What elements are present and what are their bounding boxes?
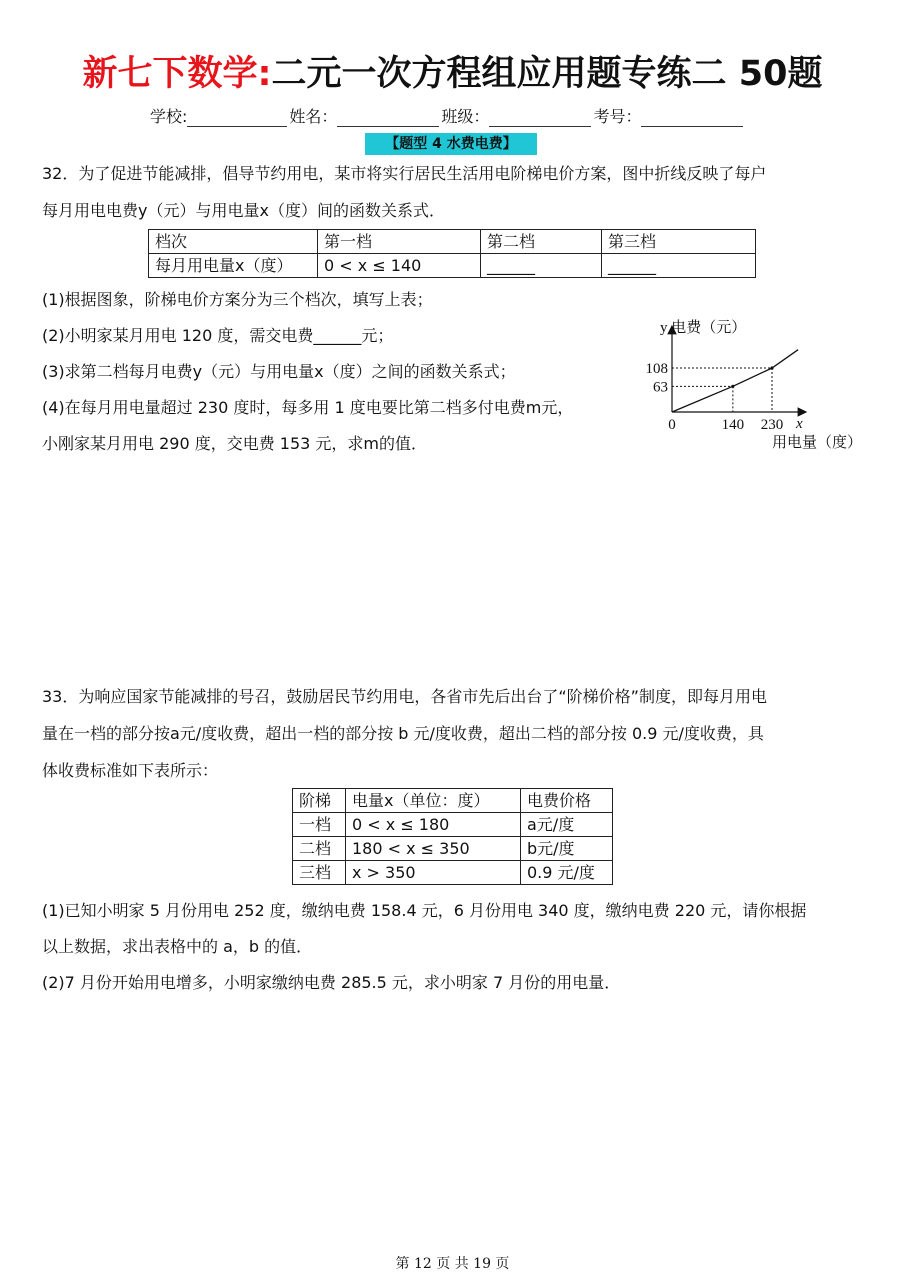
table-cell: 三档 <box>293 861 346 885</box>
page-title <box>0 46 905 96</box>
table-row <box>293 789 613 813</box>
table-cell: 180 < x ≤ 350 <box>346 837 521 861</box>
x-axis-label: x <box>796 416 803 432</box>
q33-part1-line1: (1)已知小明家 5 月份用电 252 度，缴纳电费 158.4 元，6 月份用电 340 度，缴纳电费 220 元，请你根据 <box>42 901 807 920</box>
q32-line2: 每月用电电费y（元）与用电量x（度）间的函数关系式． <box>42 201 445 220</box>
answer-blank[interactable]: ______ <box>602 254 756 278</box>
table-cell: b元/度 <box>521 837 613 861</box>
exam-no-label: 考号： <box>593 107 642 126</box>
table-cell: 档次 <box>149 230 318 254</box>
table-cell: x > 350 <box>346 861 521 885</box>
student-info-row <box>150 104 745 127</box>
table-cell: 0.9 元/度 <box>521 861 613 885</box>
y-axis-label: y 电费（元） <box>660 320 747 336</box>
table-cell: 第一档 <box>318 230 481 254</box>
name-field[interactable] <box>337 109 439 127</box>
table-cell: 0 < x ≤ 140 <box>318 254 481 278</box>
table-cell: 二档 <box>293 837 346 861</box>
table-row <box>293 861 613 885</box>
electricity-fee-chart <box>630 312 870 457</box>
table-row <box>149 254 756 278</box>
q32-part3: (3)求第二档每月电费y（元）与用电量x（度）之间的函数关系式； <box>42 362 516 381</box>
table-cell: a元/度 <box>521 813 613 837</box>
q32-part4-line2: 小刚家某月用电 290 度，交电费 153 元，求m的值． <box>42 434 428 453</box>
name-label: 姓名： <box>289 107 338 126</box>
y-tick-label: 63 <box>653 379 668 396</box>
q33-line1: 33．为响应国家节能减排的号召，鼓励居民节约用电，各省市先后出台了“阶梯价格”制度，即每月用电 <box>42 687 767 706</box>
table-cell: 每月用电量x（度） <box>149 254 318 278</box>
school-field[interactable] <box>187 109 287 127</box>
table-cell: 一档 <box>293 813 346 837</box>
exam-no-field[interactable] <box>641 109 743 127</box>
table-cell: 0 < x ≤ 180 <box>346 813 521 837</box>
title-black: 二元一次方程组应用题专练二 50题 <box>271 54 823 94</box>
x-tick-label: 0 <box>668 417 676 433</box>
q33-line3: 体收费标准如下表所示： <box>42 761 219 780</box>
x-axis-sublabel: 用电量（度） <box>772 435 863 451</box>
q33-table <box>292 788 613 885</box>
q33-line2: 量在一档的部分按a元/度收费，超出一档的部分按 b 元/度收费，超出二档的部分按 0.9 元/度收费，具 <box>42 724 764 743</box>
q32-table <box>148 229 756 278</box>
class-field[interactable] <box>489 109 591 127</box>
school-label: 学校: <box>150 107 188 126</box>
table-cell: 阶梯 <box>293 789 346 813</box>
class-label: 班级： <box>441 107 490 126</box>
table-row <box>293 837 613 861</box>
q33-part2: (2)7 月份开始用电增多，小明家缴纳电费 285.5 元，求小明家 7 月份的用电量． <box>42 973 621 992</box>
table-cell: 电量x（单位：度） <box>346 789 521 813</box>
y-tick-label: 108 <box>645 361 668 377</box>
q33-part1-line2: 以上数据，求出表格中的 a，b 的值． <box>42 937 313 956</box>
answer-blank[interactable]: ______ <box>481 254 602 278</box>
series-line <box>672 350 798 412</box>
x-tick-label: 140 <box>721 417 745 433</box>
data-point <box>731 385 734 388</box>
data-point <box>770 366 773 369</box>
page-footer: 第 12 页 共 19 页 <box>395 1256 510 1272</box>
x-tick-label: 230 <box>760 417 784 433</box>
q32-line1: 32．为了促进节能减排，倡导节约用电，某市将实行居民生活用电阶梯电价方案，图中折线反映了每户 <box>42 164 767 183</box>
table-cell: 第二档 <box>481 230 602 254</box>
table-cell: 第三档 <box>602 230 756 254</box>
table-cell: 电费价格 <box>521 789 613 813</box>
q32-part2: (2)小明家某月用电 120 度，需交电费______元； <box>42 326 394 345</box>
topic-banner: 【题型 4 水费电费】 <box>365 133 537 155</box>
table-row <box>293 813 613 837</box>
title-red: 新七下数学: <box>82 54 272 94</box>
q32-part1: (1)根据图象，阶梯电价方案分为三个档次，填写上表； <box>42 290 433 309</box>
table-row <box>149 230 756 254</box>
q32-part4-line1: (4)在每月用电量超过 230 度时，每多用 1 度电要比第二档多付电费m元， <box>42 398 574 417</box>
